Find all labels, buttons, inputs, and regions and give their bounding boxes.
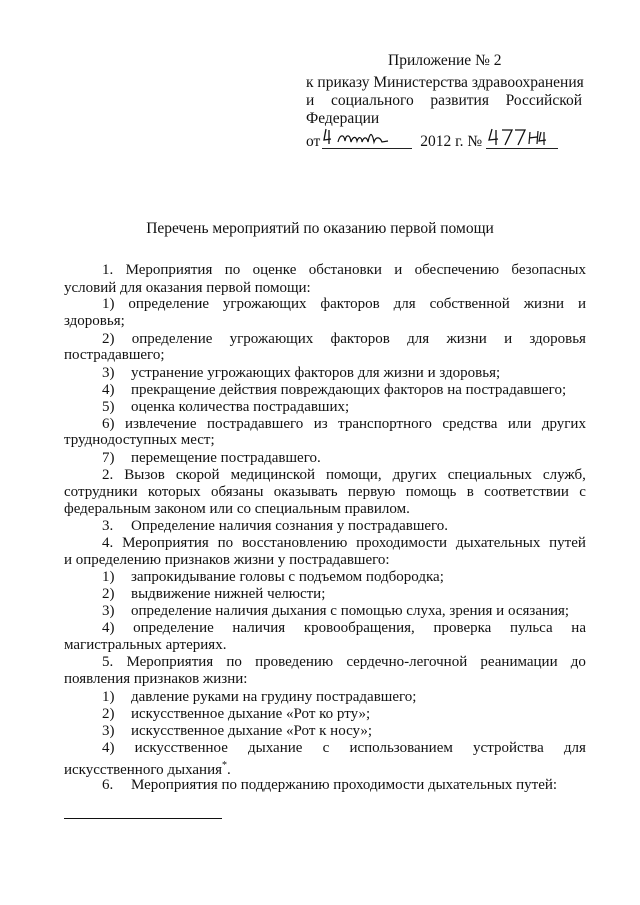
word: проверка bbox=[433, 620, 492, 636]
item-number: 5) bbox=[102, 399, 115, 415]
word: дыхательных bbox=[455, 535, 541, 551]
item-number: 2) bbox=[102, 331, 115, 347]
word: оценке bbox=[252, 262, 297, 278]
handwritten-number-signature bbox=[486, 126, 558, 148]
word: помощи, bbox=[326, 467, 382, 483]
word: сердечно-легочной bbox=[346, 654, 468, 670]
word: по bbox=[217, 535, 234, 551]
text-line bbox=[64, 484, 586, 501]
text-line: условий для оказания первой помощи: bbox=[64, 280, 311, 296]
word: пострадавшего bbox=[206, 416, 304, 432]
word: искусственное bbox=[134, 740, 228, 756]
word: социального bbox=[330, 92, 414, 109]
item-number: 2) bbox=[102, 586, 115, 602]
word: угрожающих bbox=[229, 331, 314, 347]
item-number: 3) bbox=[102, 723, 115, 739]
word: развития bbox=[430, 92, 489, 109]
word: жизни bbox=[446, 331, 487, 347]
document-title: Перечень мероприятий по оказанию первой помощи bbox=[146, 220, 494, 237]
item-text: искусственное дыхание «Рот ко рту»; bbox=[131, 706, 371, 722]
appendix-title: Приложение № 2 bbox=[388, 52, 502, 69]
word: путей bbox=[549, 535, 586, 551]
section-2-heading bbox=[102, 467, 586, 484]
item-text: оценка количества пострадавших; bbox=[131, 399, 350, 415]
item-number: 2) bbox=[102, 706, 115, 722]
word: других bbox=[541, 416, 586, 432]
word: безопасных bbox=[511, 262, 586, 278]
list-item bbox=[102, 620, 586, 637]
item-number: 3) bbox=[102, 365, 115, 381]
order-line-3: Федерации bbox=[306, 110, 380, 127]
date-year: 2012 г. № bbox=[420, 133, 483, 150]
item-number: 4) bbox=[102, 382, 115, 398]
word: наличия bbox=[232, 620, 286, 636]
handwritten-date-signature bbox=[322, 126, 392, 148]
item-text: давление руками на грудину пострадавшего; bbox=[131, 689, 417, 705]
word: факторов bbox=[320, 296, 380, 312]
word: в bbox=[466, 484, 474, 500]
item-text: выдвижение нижней челюсти; bbox=[131, 586, 326, 602]
word: обстановки bbox=[308, 262, 382, 278]
item-number: 4) bbox=[102, 620, 115, 636]
section-3-heading bbox=[102, 518, 448, 535]
section-number: 6. bbox=[102, 777, 114, 793]
word: Вызов bbox=[124, 467, 165, 483]
item-text: устранение угрожающих факторов для жизни и здоровья; bbox=[131, 365, 501, 381]
list-item bbox=[102, 382, 566, 399]
section-4-heading bbox=[102, 535, 586, 552]
list-item bbox=[102, 416, 586, 433]
word: для bbox=[563, 740, 586, 756]
item-text: запрокидывание головы с подъемом подбородка; bbox=[131, 569, 444, 585]
text: искусственного дыхания bbox=[64, 762, 222, 778]
item-number: 3) bbox=[102, 603, 115, 619]
word: оказывать bbox=[273, 484, 338, 500]
word: средства bbox=[442, 416, 498, 432]
item-text: прекращение действия повреждающих факторов на пострадавшего; bbox=[131, 382, 567, 398]
text-line: магистральных артериях. bbox=[64, 637, 227, 653]
word: жизни bbox=[523, 296, 565, 312]
list-item bbox=[102, 689, 416, 706]
order-date-line bbox=[306, 132, 558, 151]
item-text: перемещение пострадавшего. bbox=[131, 450, 321, 466]
word: угрожающих bbox=[222, 296, 307, 312]
word: пульса bbox=[509, 620, 553, 636]
section-number: 5. bbox=[102, 654, 114, 670]
item-number: 1) bbox=[102, 689, 115, 705]
word: или bbox=[507, 416, 532, 432]
word: устройства bbox=[473, 740, 544, 756]
list-item bbox=[102, 706, 370, 723]
text-line: и определению признаков жизни у пострадавшего: bbox=[64, 552, 390, 568]
word: и bbox=[577, 296, 586, 312]
section-5-heading bbox=[102, 654, 586, 671]
item-number: 4) bbox=[102, 740, 115, 756]
word: из bbox=[313, 416, 328, 432]
date-prefix: от bbox=[306, 133, 321, 150]
section-6-heading bbox=[102, 777, 557, 794]
item-number: 7) bbox=[102, 450, 115, 466]
word: которых bbox=[147, 484, 201, 500]
word: обязаны bbox=[211, 484, 264, 500]
text-line: появления признаков жизни: bbox=[64, 671, 248, 687]
item-number: 1) bbox=[102, 569, 115, 585]
word: реанимации bbox=[480, 654, 558, 670]
word: дыхание bbox=[248, 740, 303, 756]
word: проведению bbox=[255, 654, 334, 670]
order-line-2 bbox=[306, 92, 582, 110]
list-item bbox=[102, 296, 586, 313]
list-item bbox=[102, 586, 325, 603]
order-line-1: к приказу Министерства здравоохранения bbox=[306, 74, 584, 91]
handwritten-number bbox=[486, 132, 558, 149]
word: восстановлению bbox=[241, 535, 348, 551]
footnote-mark: * bbox=[222, 760, 227, 771]
word: здоровья bbox=[529, 331, 586, 347]
word: собственной bbox=[429, 296, 510, 312]
list-item bbox=[102, 450, 321, 467]
word: факторов bbox=[330, 331, 390, 347]
word: по bbox=[226, 654, 242, 670]
list-item bbox=[102, 365, 500, 382]
word: для bbox=[407, 331, 430, 347]
text bbox=[102, 262, 586, 279]
word: на bbox=[571, 620, 586, 636]
word: с bbox=[322, 740, 330, 756]
handwritten-date bbox=[322, 132, 412, 149]
word: извлечение bbox=[124, 416, 197, 432]
section-text: Мероприятия по поддержанию проходимости дыхательных путей: bbox=[131, 777, 558, 793]
text-line: труднодоступных мест; bbox=[64, 432, 215, 448]
word: использованием bbox=[349, 740, 453, 756]
word: сотрудники bbox=[64, 484, 138, 500]
word: для bbox=[393, 296, 416, 312]
word: и bbox=[394, 262, 403, 278]
section-text: Определение наличия сознания у пострадавшего. bbox=[131, 518, 449, 534]
section-number: 4. bbox=[102, 535, 114, 551]
word: специальных bbox=[447, 467, 532, 483]
word: Мероприятия bbox=[126, 654, 214, 670]
word: обеспечению bbox=[414, 262, 500, 278]
word: определение bbox=[128, 296, 210, 312]
list-item bbox=[102, 740, 586, 757]
word: определение bbox=[131, 331, 213, 347]
word: медицинской bbox=[230, 467, 315, 483]
word: с bbox=[579, 484, 586, 500]
list-item bbox=[102, 569, 444, 586]
word: Мероприятия bbox=[125, 262, 213, 278]
section-1-heading bbox=[102, 262, 586, 279]
text-line: федеральным законом или со специальным правилом. bbox=[64, 501, 410, 517]
word: транспортного bbox=[338, 416, 432, 432]
item-text: определение наличия дыхания с помощью слуха, зрения и осязания; bbox=[131, 603, 570, 619]
word: по bbox=[224, 262, 241, 278]
item-number: 6) bbox=[102, 416, 115, 432]
footnote-separator bbox=[64, 818, 222, 819]
word: соответствии bbox=[484, 484, 569, 500]
word: и bbox=[306, 92, 315, 109]
word: проходимости bbox=[356, 535, 448, 551]
word: скорой bbox=[175, 467, 220, 483]
text-line: здоровья; bbox=[64, 313, 125, 329]
text: . bbox=[227, 762, 231, 778]
text-line: пострадавшего; bbox=[64, 347, 165, 363]
item-text: искусственное дыхание «Рот к носу»; bbox=[131, 723, 373, 739]
word: 1. bbox=[102, 262, 114, 278]
list-item bbox=[102, 603, 569, 620]
list-item bbox=[102, 723, 372, 740]
word: служб, bbox=[542, 467, 586, 483]
word: других bbox=[392, 467, 437, 483]
list-item bbox=[102, 331, 586, 348]
word: помощь bbox=[405, 484, 457, 500]
word: первую bbox=[347, 484, 396, 500]
word: и bbox=[504, 331, 513, 347]
text-line bbox=[64, 757, 231, 779]
section-number: 2. bbox=[102, 467, 114, 483]
word: до bbox=[570, 654, 586, 670]
word: Российской bbox=[505, 92, 582, 109]
word: определение bbox=[133, 620, 214, 636]
word: кровообращения, bbox=[303, 620, 415, 636]
section-number: 3. bbox=[102, 518, 114, 534]
list-item bbox=[102, 399, 349, 416]
word: Мероприятия bbox=[122, 535, 209, 551]
item-number: 1) bbox=[102, 296, 115, 312]
